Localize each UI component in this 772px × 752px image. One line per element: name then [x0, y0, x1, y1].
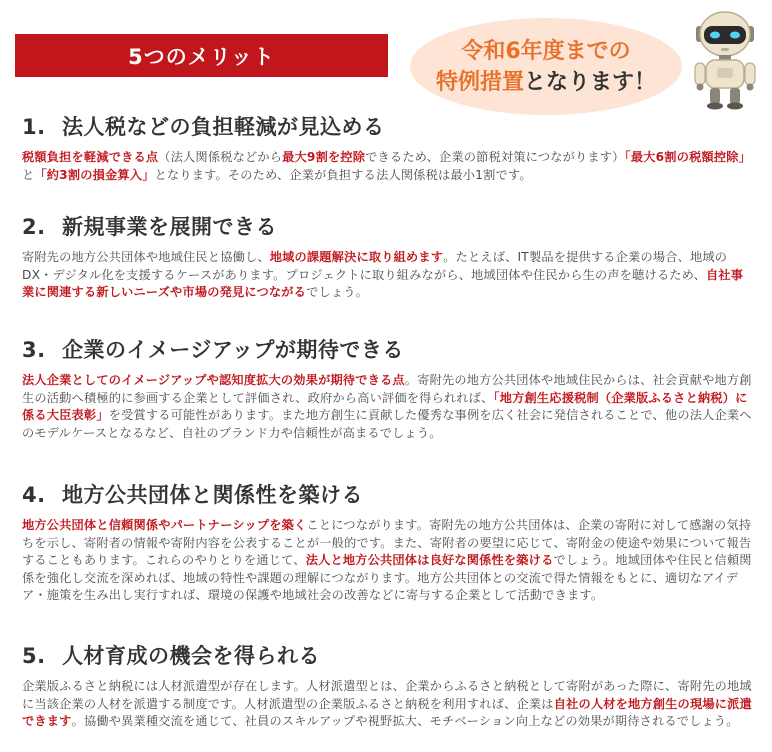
highlight-text: 「最大6割の税額控除」 — [624, 150, 752, 164]
merit-section-4 — [22, 481, 752, 605]
section-body — [22, 678, 752, 731]
body-text: （法人関係税などから — [158, 150, 283, 164]
robot-mascot-icon — [690, 8, 760, 110]
section-body — [22, 372, 752, 442]
highlight-text: 自社事業に関連する新しいニーズや市場の発見につながる — [22, 267, 744, 299]
body-text: 。寄附先の地方公共団体や地域住民からは、社会貢献や地方創生の活動へ積極的に参画する企業として評価され、政府から高い評価を得られれば、 — [22, 373, 752, 405]
callout-line-1: 令和6年度までの — [461, 38, 631, 64]
section-heading: 4. 地方公共団体と関係性を築ける — [22, 483, 363, 507]
highlight-text: 地域の課題解決に取り組めます — [269, 250, 444, 264]
merit-section-1 — [22, 113, 752, 184]
callout-highlight: 特例措置 — [435, 69, 524, 95]
body-text: ことにつながります。寄附先の地方公共団体は、企業の寄附に対して感謝の気持ちを示し、寄附者の情報や寄附内容を公表することが一般的です。また、寄附者の要望に応じて、寄附金の使途や効果について報告することもあります。これらのやりとりを通じて、 — [22, 518, 752, 567]
body-text: 。協働や異業種交流を通じて、社員のスキルアップや視野拡大、モチベーション向上などの効果が期待されるでしょう。 — [71, 714, 739, 728]
page-title-banner — [15, 34, 388, 77]
highlight-text: 「約3割の損金算入」 — [34, 167, 155, 182]
body-text: でしょう。地域団体や住民と信頼関係を強化し交流を深めれば、地域の特性や課題の理解につながります。地方公共団体との交流で得た情報をもとに、適切なアイデア・施策を生み出し実行すれば、環境の保護や地域社会の改善などに寄与する企業として活動できます。 — [22, 553, 752, 602]
highlight-text: 最大9割を控除 — [282, 150, 366, 164]
section-heading: 1. 法人税などの負担軽減が見込める — [22, 115, 385, 139]
body-text: 企業版ふるさと納税には人材派遣型が存在します。人材派遣型とは、企業からふるさと納税として寄附があった際に、寄附先の地域に当該企業の人材を派遣する制度です。人材派遣型の企業版ふるさと納税を利用すれば、企業は — [22, 679, 752, 711]
section-body — [22, 517, 752, 605]
highlight-text: 「地方創生応援税制（企業版ふるさと納税）に係る大臣表彰」 — [22, 390, 748, 422]
page-title: 5つのメリット — [128, 44, 275, 69]
merit-section-5 — [22, 642, 752, 731]
body-text: を受賞する可能性があります。また地方創生に貢献した優秀な事例を広く社会に発信されることで、他の法人企業へのモデルケースとなるなど、自社のブランド力や信頼性が高まるでしょう。 — [22, 408, 752, 440]
special-measure-callout — [410, 18, 682, 115]
body-text: 。たとえば、IT製品を提供する企業の場合、地域のDX・デジタル化を支援するケースがあります。プロジェクトに取り組みながら、地域団体や住民から生の声を聴けるため、 — [22, 250, 728, 282]
merit-section-3 — [22, 336, 752, 442]
section-heading: 3. 企業のイメージアップが期待できる — [22, 338, 404, 362]
body-text: と — [22, 167, 35, 182]
callout-tail: となります！ — [524, 69, 657, 95]
merit-section-2 — [22, 213, 752, 302]
callout-line-2 — [436, 67, 656, 98]
highlight-text: 自社の人材を地方創生の現場に派遣できます — [22, 696, 752, 728]
highlight-text: 法人と地方公共団体は良好な関係性を築ける — [305, 553, 554, 567]
section-body — [22, 249, 752, 302]
highlight-text: 地方公共団体と信頼関係やパートナーシップを築く — [22, 518, 307, 532]
body-text: できるため、企業の節税対策につながります） — [365, 150, 625, 164]
highlight-text: 税額負担を軽減できる点 — [22, 150, 159, 164]
highlight-text: 法人企業としてのイメージアップや認知度拡大の効果が期待できる点 — [22, 373, 405, 387]
body-text: でしょう。 — [306, 285, 368, 299]
section-heading: 5. 人材育成の機会を得られる — [22, 644, 320, 668]
body-text: 寄附先の地方公共団体や地域住民と協働し、 — [22, 250, 270, 264]
section-heading: 2. 新規事業を展開できる — [22, 215, 277, 239]
section-body — [22, 149, 752, 184]
body-text: となります。そのため、企業が負担する法人関係税は最小1割です。 — [154, 167, 532, 182]
